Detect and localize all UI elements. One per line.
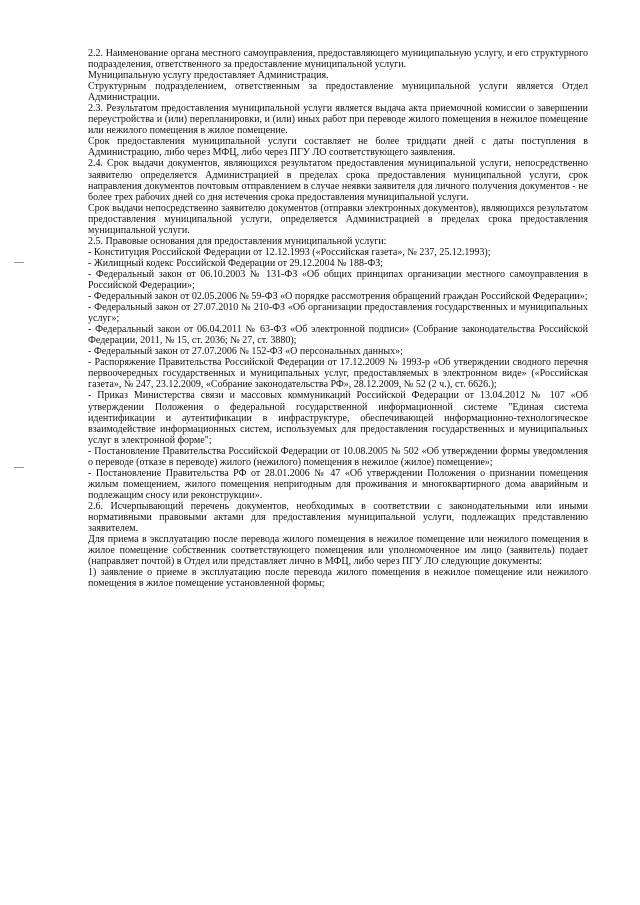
paragraph-2-6: 2.6. Исчерпывающий перечень документов, необходимых в соответствии с законодательными или иными нормативными правовыми актами для предоставления муниципальной услуги, подлежащих представлению заявителем. bbox=[88, 500, 588, 535]
legal-item-order-107: - Приказ Министерства связи и массовых коммуникаций Российской Федерации от 13.04.2012 № 107 «Об утверждении Положения о федеральной государственной информационной системе "Единая система идентификации и аутентификации в инфраструктуре, обеспечивающей информационно-технологическое взаимодействие информационных систем, используемых для предоставления государственных и муниципальных услуг в электронной форме"; bbox=[88, 390, 588, 446]
legal-item-1993-r: - Распоряжение Правительства Российской Федерации от 17.12.2009 № 1993-р «Об утверждении сводного перечня первоочередных государственных и муниципальных услуг, предоставляемых в электронном виде» («Российская газета», № 247, 23.12.2009, «Собрание законодательства РФ», 28.12.2009, № 52 (2 ч.), ст. 6626.); bbox=[88, 357, 588, 391]
paragraph-delivery-term: Срок выдачи непосредственно заявителю документов (отправки электронных документов), являющихся результатом предоставления муниципальной услуги, определяется Администрацией в пределах срока предоставления муниципальной услуги. bbox=[88, 202, 588, 236]
paragraph-2-2: 2.2. Наименование органа местного самоуправления, предоставляющего муниципальную услугу, и его структурного подразделения, ответственного за предоставление муниципальной услуги. bbox=[88, 48, 588, 71]
scan-margin-mark bbox=[14, 262, 24, 263]
paragraph-provider: Муниципальную услугу предоставляет Администрация. bbox=[88, 70, 329, 82]
paragraph-department: Структурным подразделением, ответственным за предоставление муниципальной услуги является Отдел Администрации. bbox=[88, 81, 588, 104]
legal-item-housing-code: - Жилищный кодекс Российской Федерации от 29.12.2004 № 188-ФЗ; bbox=[88, 257, 384, 269]
paragraph-deadline: Срок предоставления муниципальной услуги составляет не более тридцати дней с даты поступления в Администрацию, либо через МФЦ, либо через ПГУ ЛО соответствующего заявления. bbox=[88, 136, 588, 159]
legal-item-decree-502: - Постановление Правительства Российской Федерации от 10.08.2005 № 502 «Об утверждении формы уведомления о переводе (отказе в переводе) жилого (нежилого) помещения в нежилое (жилое) помещение»; bbox=[88, 445, 588, 468]
paragraph-item-1: 1) заявление о приеме в эксплуатацию после перевода жилого помещения в нежилое помещение или нежилого помещения в жилое помещение установленной формы; bbox=[88, 567, 588, 590]
legal-item-63-fz: - Федеральный закон от 06.04.2011 № 63-ФЗ «Об электронной подписи» (Собрание законодательства Российской Федерации, 2011, № 15, ст. 2036; № 27, ст. 3880); bbox=[88, 324, 588, 347]
legal-item-210-fz: - Федеральный закон от 27.07.2010 № 210-ФЗ «Об организации предоставления государственных и муниципальных услуг»; bbox=[88, 302, 588, 325]
legal-item-constitution: - Конституция Российской Федерации от 12.12.1993 («Российская газета», № 237, 25.12.1993); bbox=[88, 246, 491, 258]
paragraph-2-3: 2.3. Результатом предоставления муниципальной услуги является выдача акта приемочной комиссии о завершении переустройства и (или) перепланировки, и (или) иных работ при переводе жилого помещения в нежилое помещение или нежилого помещения в жилое помещение. bbox=[88, 103, 588, 137]
legal-item-152-fz: - Федеральный закон от 27.07.2006 № 152-ФЗ «О персональных данных»; bbox=[88, 346, 403, 358]
legal-item-131-fz: - Федеральный закон от 06.10.2003 № 131-ФЗ «Об общих принципах организации местного самоуправления в Российской Федерации»; bbox=[88, 268, 588, 291]
legal-item-decree-47: - Постановление Правительства РФ от 28.01.2006 № 47 «Об утверждении Положения о признании помещения жилым помещением, жилого помещения непригодным для проживания и многоквартирного дома аварийным и подлежащим сносу или реконструкции». bbox=[88, 467, 588, 501]
legal-item-59-fz: - Федеральный закон от 02.05.2006 № 59-ФЗ «О порядке рассмотрения обращений граждан Российской Федерации»; bbox=[88, 291, 588, 303]
scan-margin-mark bbox=[14, 467, 24, 468]
paragraph-documents-intro: Для приема в эксплуатацию после перевода жилого помещения в нежилое помещение или нежилого помещения в жилое помещение собственник соответствующего помещения или уполномоченное им лицо (заявитель) подает (направляет почтой) в Отдел или представляет лично в МФЦ, либо через ПГУ ЛО следующие документы: bbox=[88, 534, 588, 568]
document-page bbox=[88, 48, 588, 589]
paragraph-2-4: 2.4. Срок выдачи документов, являющихся результатом предоставления муниципальной услуги, непосредственно заявителю определяется Администрацией в пределах срока предоставления муниципальной услуги, срок направления документов почтовым отправлением в случае неявки заявителя для личного получения документов - не более трех рабочих дней со дня истечения срока предоставления муниципальной услуги. bbox=[88, 158, 588, 203]
paragraph-2-5: 2.5. Правовые основания для предоставления муниципальной услуги: bbox=[88, 235, 387, 247]
